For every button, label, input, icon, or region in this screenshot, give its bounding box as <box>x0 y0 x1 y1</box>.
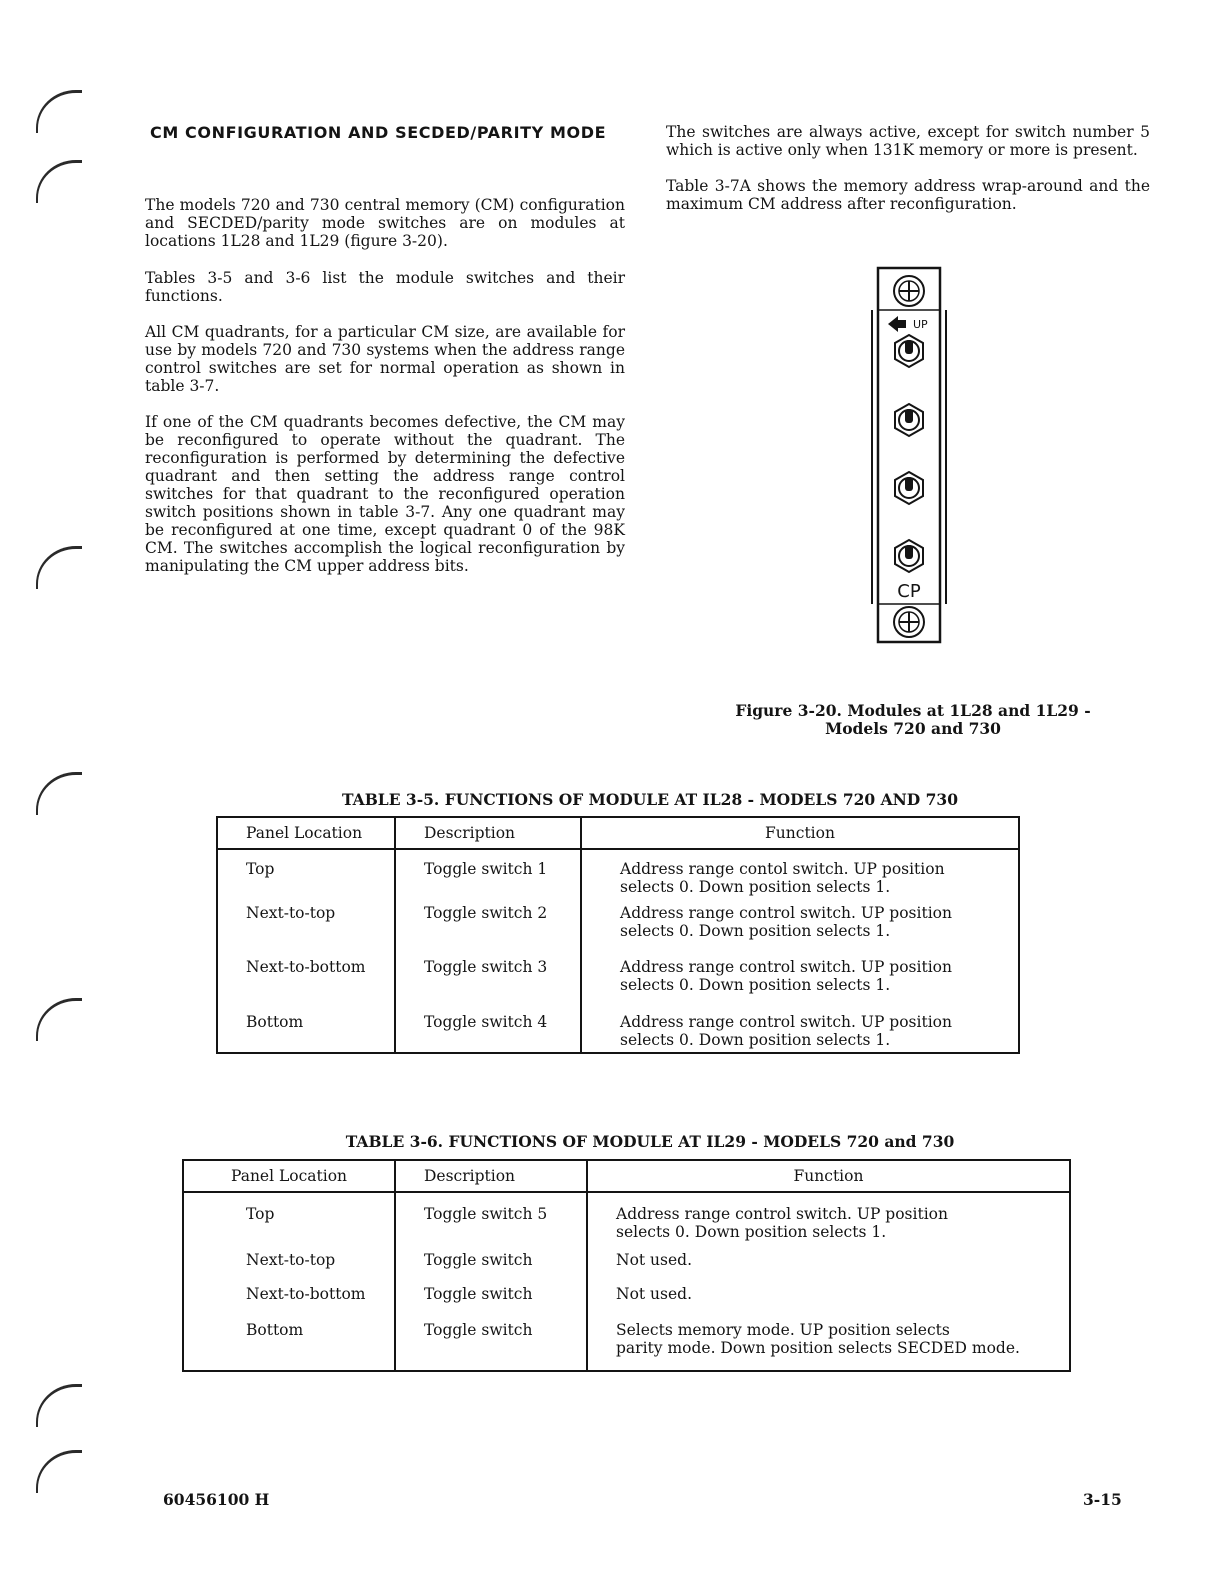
cell-function <box>587 1319 1070 1371</box>
function-line: Address range contol switch. UP position <box>620 860 945 878</box>
cell-description: Toggle switch 1 <box>395 849 581 904</box>
cell-panel-location: Bottom <box>183 1319 395 1371</box>
up-arrow-icon <box>888 316 906 332</box>
function-line: Address range control switch. UP position <box>620 958 952 976</box>
toggle-switch-2 <box>895 404 923 436</box>
table-row <box>217 1013 1019 1053</box>
cell-description: Toggle switch <box>395 1247 587 1283</box>
column-header-panel-location: Panel Location <box>217 817 395 849</box>
paragraph-tables-ref: Tables 3-5 and 3-6 list the module switches and their functions. <box>145 269 625 305</box>
binder-hole-mark <box>36 160 82 203</box>
cell-function <box>581 958 1019 1013</box>
function-line: selects 0. Down position selects 1. <box>620 922 891 940</box>
screw-icon <box>894 607 924 637</box>
figure-caption-line-1: Figure 3-20. Modules at 1L28 and 1L29 - <box>735 701 1091 720</box>
paragraph-reconfiguration: If one of the CM quadrants becomes defective, the CM may be reconfigured to operate without the quadrant. The reconfiguration is performed by determining the defective quadrant and then setting the address range control switches for that quadrant to the reconfigured operation switch positions shown in table 3-7. Any one quadrant may be reconfigured at one time, except quadrant 0 of the 98K CM. The switches accomplish the logical reconfiguration by manipulating the CM upper address bits. <box>145 413 625 575</box>
figure-caption-line-2: Models 720 and 730 <box>825 719 1001 738</box>
binder-hole-mark <box>36 90 82 133</box>
binder-hole-mark <box>36 1450 82 1493</box>
page-number: 3-15 <box>1083 1490 1122 1509</box>
function-line: parity mode. Down position selects SECDED mode. <box>616 1339 1020 1357</box>
cell-panel-location: Top <box>183 1192 395 1247</box>
cell-function <box>587 1283 1070 1319</box>
paragraph-intro: The models 720 and 730 central memory (CM) configuration and SECDED/parity mode switches are on modules at locations 1L28 and 1L29 (figure 3-20). <box>145 196 625 250</box>
cell-function <box>581 849 1019 904</box>
binder-hole-mark <box>36 1384 82 1427</box>
toggle-switch-3 <box>895 472 923 504</box>
module-panel-figure <box>866 264 952 648</box>
column-header-function: Function <box>581 817 1019 849</box>
function-line: Address range control switch. UP position <box>620 904 952 922</box>
cell-panel-location: Top <box>217 849 395 904</box>
cell-function <box>587 1192 1070 1247</box>
table-row <box>217 849 1019 904</box>
table-3-5 <box>216 816 1020 1054</box>
cell-panel-location: Next-to-bottom <box>183 1283 395 1319</box>
binder-hole-mark <box>36 546 82 589</box>
function-line: Selects memory mode. UP position selects <box>616 1321 950 1339</box>
toggle-switch-1 <box>895 335 923 367</box>
up-label: UP <box>913 318 928 331</box>
function-line: Not used. <box>616 1285 693 1303</box>
paragraph-quadrants: All CM quadrants, for a particular CM size, are available for use by models 720 and 730 systems when the address range control switches are set for normal operation as shown in table 3-7. <box>145 323 625 395</box>
paragraph-table-3-7a: Table 3-7A shows the memory address wrap-around and the maximum CM address after reconfiguration. <box>666 177 1150 213</box>
table-3-5-title: TABLE 3-5. FUNCTIONS OF MODULE AT IL28 - MODELS 720 AND 730 <box>341 790 958 809</box>
table-row <box>183 1283 1070 1319</box>
cell-description: Toggle switch 4 <box>395 1013 581 1053</box>
cell-function <box>581 1013 1019 1053</box>
table-row <box>183 1319 1070 1371</box>
cell-description: Toggle switch 2 <box>395 904 581 958</box>
function-line: Address range control switch. UP position <box>616 1205 948 1223</box>
cell-function <box>587 1247 1070 1283</box>
table-row <box>183 1247 1070 1283</box>
function-line: selects 0. Down position selects 1. <box>616 1223 887 1241</box>
paragraph-switches-active: The switches are always active, except for switch number 5 which is active only when 131K memory or more is present. <box>666 123 1150 159</box>
column-header-description: Description <box>395 1160 587 1192</box>
function-line: selects 0. Down position selects 1. <box>620 1031 891 1049</box>
column-header-function: Function <box>587 1160 1070 1192</box>
cell-function <box>581 904 1019 958</box>
table-row <box>217 904 1019 958</box>
cp-label: CP <box>897 581 921 602</box>
cell-description: Toggle switch 5 <box>395 1192 587 1247</box>
figure-caption <box>700 702 1126 738</box>
binder-hole-mark <box>36 998 82 1041</box>
cell-description: Toggle switch <box>395 1319 587 1371</box>
toggle-switch-4 <box>895 540 923 572</box>
table-row <box>183 1192 1070 1247</box>
table-row <box>217 958 1019 1013</box>
section-heading: CM CONFIGURATION AND SECDED/PARITY MODE <box>150 123 607 142</box>
cell-description: Toggle switch 3 <box>395 958 581 1013</box>
screw-icon <box>894 276 924 306</box>
binder-hole-mark <box>36 772 82 815</box>
function-line: selects 0. Down position selects 1. <box>620 976 891 994</box>
cell-description: Toggle switch <box>395 1283 587 1319</box>
function-line: Not used. <box>616 1251 693 1269</box>
function-line: selects 0. Down position selects 1. <box>620 878 891 896</box>
table-3-6-title: TABLE 3-6. FUNCTIONS OF MODULE AT IL29 - MODELS 720 and 730 <box>345 1132 955 1151</box>
cell-panel-location: Next-to-top <box>217 904 395 958</box>
cell-panel-location: Next-to-bottom <box>217 958 395 1013</box>
function-line: Address range control switch. UP position <box>620 1013 952 1031</box>
column-header-description: Description <box>395 817 581 849</box>
cell-panel-location: Bottom <box>217 1013 395 1053</box>
column-header-panel-location: Panel Location <box>183 1160 395 1192</box>
document-number: 60456100 H <box>163 1490 270 1509</box>
cell-panel-location: Next-to-top <box>183 1247 395 1283</box>
table-3-6 <box>182 1159 1071 1372</box>
